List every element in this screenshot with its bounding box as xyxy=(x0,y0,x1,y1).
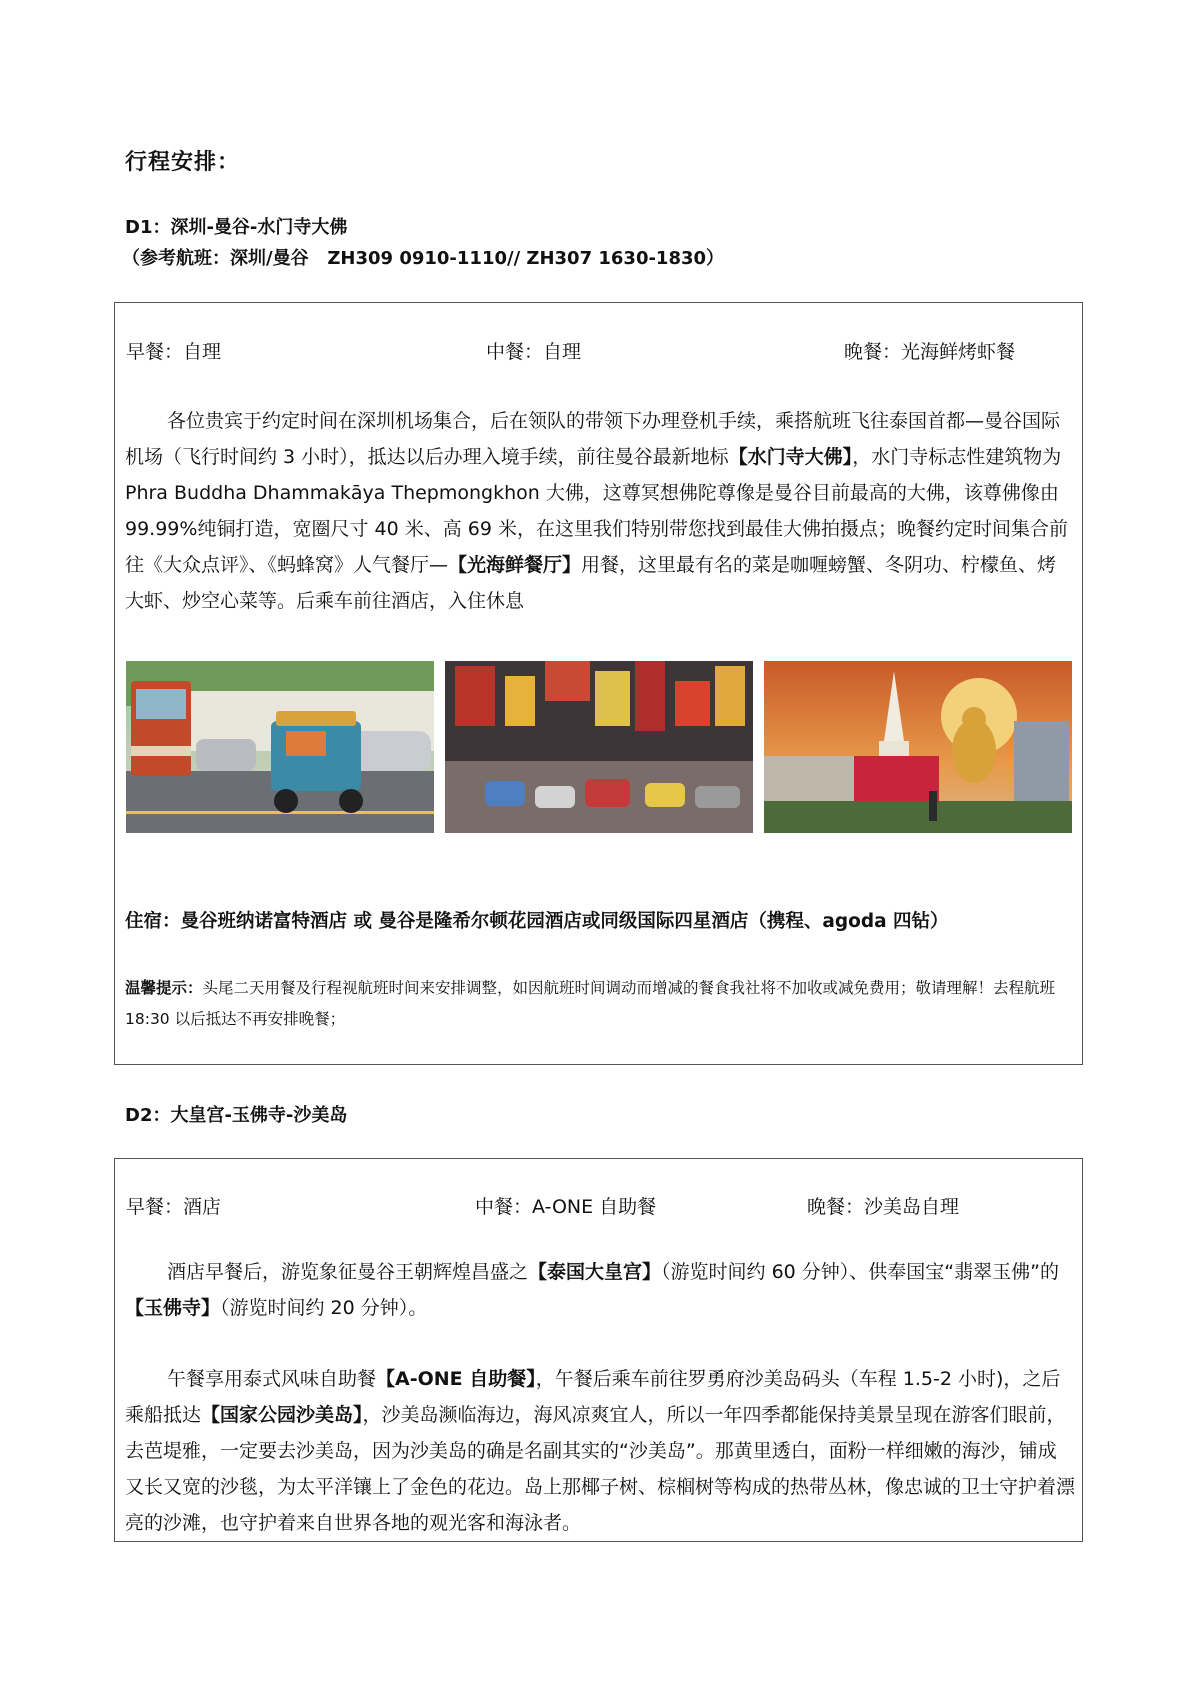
day2-title: D2：大皇宫-玉佛寺-沙美岛 xyxy=(125,1105,348,1126)
day1-dinner: 晚餐：光海鲜烤虾餐 xyxy=(844,341,1016,363)
day1-flight-info: （参考航班：深圳/曼谷 ZH309 0910-1110// ZH307 1630-1830） xyxy=(122,248,725,269)
day1-description: 各位贵宾于约定时间在深圳机场集合，后在领队的带领下办理登机手续，乘搭航班飞往泰国首都—曼谷国际机场（飞行时间约 3 小时），抵达以后办理入境手续，前往曼谷最新地标【水门寺大佛】，水门寺标志性建筑物为 Phra Buddha Dhammakāya Thepmongkhon 大佛，这尊冥想佛陀尊像是曼谷目前最高的大佛，该尊佛像由 99.99%纯铜打造，宽圈尺寸 40 米、高 69 米，在这里我们特别带您找到最佳大佛拍摄点；晚餐约定时间集合前往《大众点评》、《蚂蜂窝》人气餐厅—【光海鲜餐厅】用餐，这里最有名的菜是咖喱螃蟹、冬阴功、柠檬鱼、烤大虾、炒空心菜等。后乘车前往酒店，入住休息 xyxy=(125,410,1068,612)
highlight-wat-paknam: 【水门寺大佛】 xyxy=(728,446,853,468)
highlight-grand-palace: 【泰国大皇宫】 xyxy=(528,1261,662,1283)
day1-breakfast: 早餐：自理 xyxy=(126,341,222,363)
day2-lunch: 中餐：A-ONE 自助餐 xyxy=(475,1196,657,1218)
day1-tip xyxy=(125,973,1075,1035)
temple-sunset-photo xyxy=(764,661,1072,833)
highlight-emerald-buddha: 【玉佛寺】 xyxy=(125,1297,221,1319)
day1-title: D1：深圳-曼谷-水门寺大佛 xyxy=(125,217,348,238)
day2-dinner: 晚餐：沙美岛自理 xyxy=(807,1196,960,1218)
tip-label: 温馨提示： xyxy=(125,979,203,997)
day2-description-2: 午餐享用泰式风味自助餐【A-ONE 自助餐】，午餐后乘车前往罗勇府沙美岛码头（车程 1.5-2 小时)，之后乘船抵达【国家公园沙美岛】，沙美岛濒临海边，海风凉爽宜人，所以一年四季都能保持美景呈现在游客们眼前，去芭堤雅，一定要去沙美岛，因为沙美岛的确是名副其实的“沙美岛”。那黄里透白，面粉一样细嫩的海沙，铺成又长又宽的沙毯，为太平洋镶上了金色的花边。岛上那椰子树、棕榈树等构成的热带丛林，像忠诚的卫士守护着漂亮的沙滩，也守护着来自世界各地的观光客和海泳者。 xyxy=(125,1368,1076,1534)
day1-lunch: 中餐：自理 xyxy=(486,341,582,363)
chinatown-street-photo xyxy=(445,661,753,833)
highlight-restaurant: 【光海鲜餐厅】 xyxy=(448,554,582,576)
day2-description-1: 酒店早餐后，游览象征曼谷王朝辉煌昌盛之【泰国大皇宫】（游览时间约 60 分钟）、供奉国宝“翡翠玉佛”的【玉佛寺】（游览时间约 20 分钟）。 xyxy=(125,1261,1059,1319)
day1-accommodation: 住宿：曼谷班纳诺富特酒店 或 曼谷是隆希尔顿花园酒店或同级国际四星酒店（携程、agoda 四钻） xyxy=(125,911,949,932)
day2-breakfast: 早餐：酒店 xyxy=(126,1196,222,1218)
page-heading: 行程安排： xyxy=(125,150,241,175)
tuktuk-street-photo xyxy=(126,661,434,833)
tip-text: 头尾二天用餐及行程视航班时间来安排调整，如因航班时间调动而增减的餐食我社将不加收或减免费用；敬请理解！去程航班 18:30 以后抵达不再安排晚餐； xyxy=(125,979,1056,1028)
highlight-aone-buffet: 【A-ONE 自助餐】 xyxy=(376,1368,536,1390)
highlight-samet-island: 【国家公园沙美岛】 xyxy=(201,1404,363,1426)
